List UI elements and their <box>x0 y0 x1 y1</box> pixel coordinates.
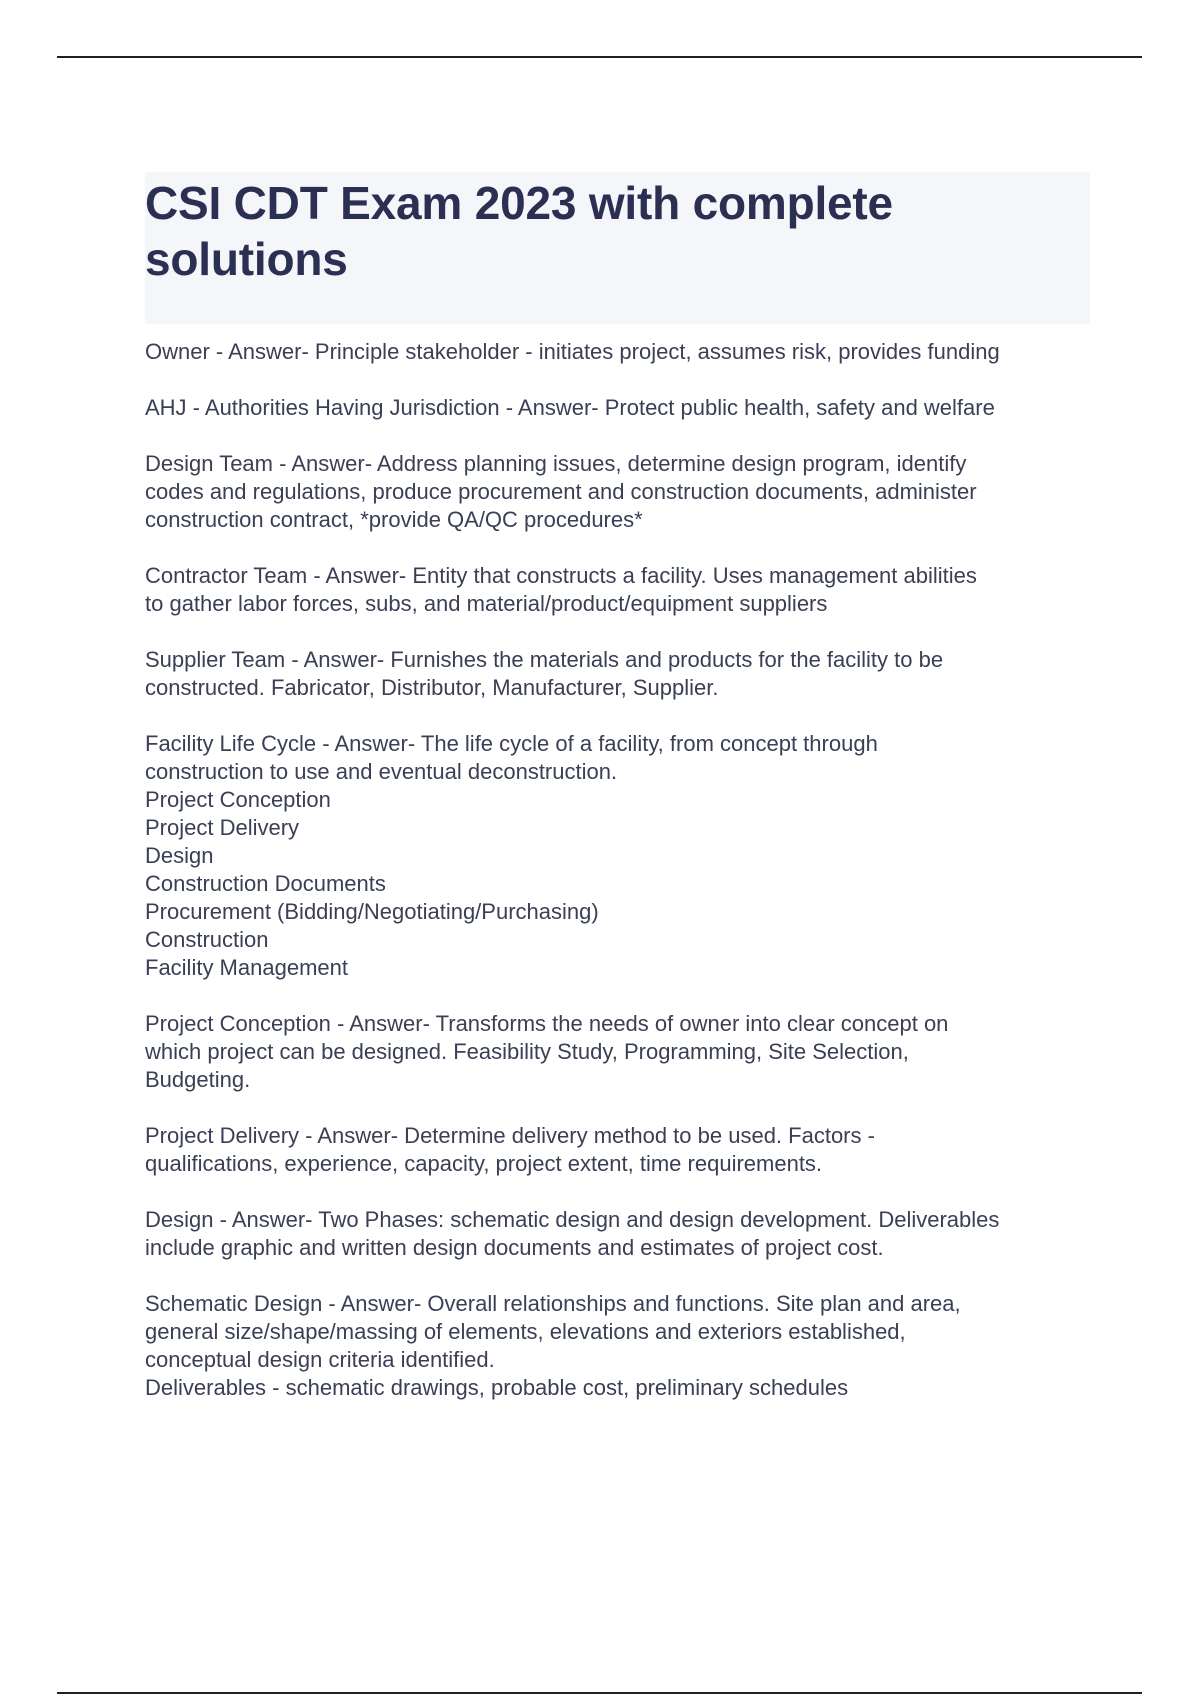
entry-line: Project Conception - Answer- Transforms the needs of owner into clear concept on <box>145 1011 949 1036</box>
header-rule <box>57 56 1142 58</box>
qa-entry <box>145 338 1090 366</box>
entry-line: Schematic Design - Answer- Overall relationships and functions. Site plan and area, <box>145 1291 961 1316</box>
entry-line: Project Delivery <box>145 815 300 840</box>
entry-line: Facility Life Cycle - Answer- The life cycle of a facility, from concept through <box>145 731 878 756</box>
entry-line: Procurement (Bidding/Negotiating/Purchasing) <box>145 899 599 924</box>
entry-line: conceptual design criteria identified. <box>145 1347 495 1372</box>
qa-entry <box>145 1290 1090 1402</box>
entry-line: Construction <box>145 927 269 952</box>
qa-entry <box>145 450 1090 534</box>
qa-entry <box>145 730 1090 982</box>
entry-line: to gather labor forces, subs, and material/product/equipment suppliers <box>145 591 828 616</box>
title-line-1: CSI CDT Exam 2023 with complete <box>145 177 893 229</box>
entry-line: construction contract, *provide QA/QC procedures* <box>145 507 643 532</box>
entry-line: qualifications, experience, capacity, project extent, time requirements. <box>145 1151 823 1176</box>
entry-line: Deliverables - schematic drawings, probable cost, preliminary schedules <box>145 1375 849 1400</box>
entry-line: Construction Documents <box>145 871 386 896</box>
qa-entry <box>145 1206 1090 1262</box>
entry-line: construction to use and eventual deconstruction. <box>145 759 618 784</box>
entry-line: AHJ - Authorities Having Jurisdiction - Answer- Protect public health, safety and welfare <box>145 395 995 420</box>
title-block <box>145 172 1090 324</box>
entry-line: include graphic and written design documents and estimates of project cost. <box>145 1235 884 1260</box>
entry-line: Budgeting. <box>145 1067 251 1092</box>
page-title <box>145 175 1090 287</box>
entry-line: which project can be designed. Feasibility Study, Programming, Site Selection, <box>145 1039 909 1064</box>
entry-line: Supplier Team - Answer- Furnishes the materials and products for the facility to be <box>145 647 944 672</box>
entry-line: Facility Management <box>145 955 348 980</box>
entry-line: Project Conception <box>145 787 331 812</box>
entry-line: Contractor Team - Answer- Entity that constructs a facility. Uses management abilities <box>145 563 977 588</box>
entry-line: Design <box>145 843 214 868</box>
qa-entry <box>145 1122 1090 1178</box>
qa-entry <box>145 646 1090 702</box>
page-content <box>145 172 1090 1430</box>
footer-rule <box>57 1692 1142 1694</box>
qa-entry <box>145 394 1090 422</box>
entry-line: Design Team - Answer- Address planning issues, determine design program, identify <box>145 451 967 476</box>
entry-line: codes and regulations, produce procurement and construction documents, administer <box>145 479 977 504</box>
entry-line: general size/shape/massing of elements, elevations and exteriors established, <box>145 1319 906 1344</box>
title-line-2: solutions <box>145 233 348 285</box>
entry-line: Design - Answer- Two Phases: schematic design and design development. Deliverables <box>145 1207 1000 1232</box>
qa-entry <box>145 562 1090 618</box>
entry-line: Owner - Answer- Principle stakeholder - initiates project, assumes risk, provides funding <box>145 339 1000 364</box>
entry-line: constructed. Fabricator, Distributor, Manufacturer, Supplier. <box>145 675 719 700</box>
qa-entry <box>145 1010 1090 1094</box>
entry-line: Project Delivery - Answer- Determine delivery method to be used. Factors - <box>145 1123 875 1148</box>
qa-entries <box>145 324 1090 1402</box>
